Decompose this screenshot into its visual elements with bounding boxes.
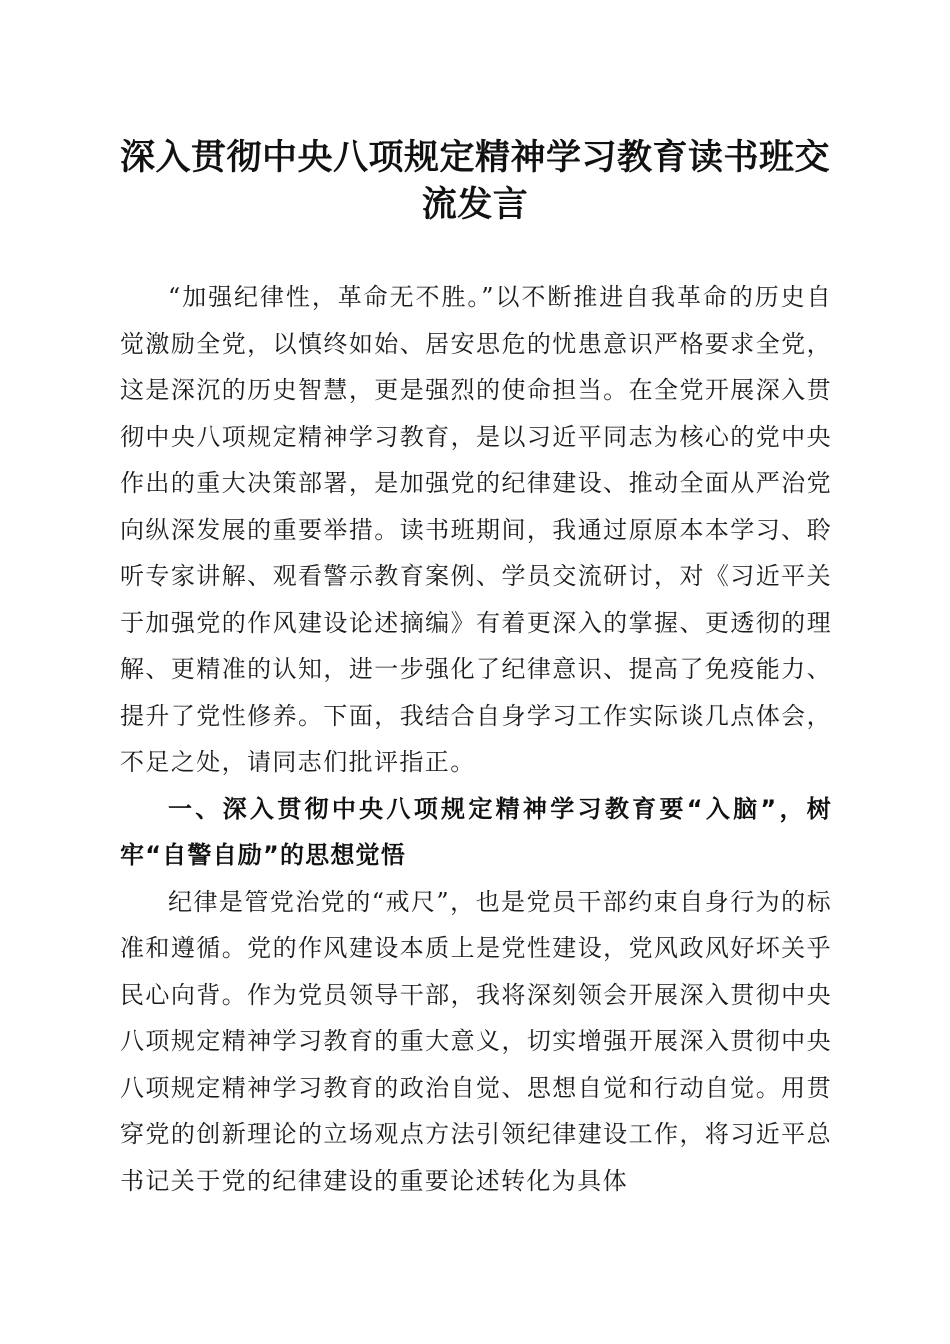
intro-paragraph: “加强纪律性，革命无不胜。”以不断推进自我革命的历史自觉激励全党，以慎终如始、居安思危的忧患意识严格要求全党，这是深沉的历史智慧，更是强烈的使命担当。在全党开展深入贯彻中央八项规定精神学习教育，是以习近平同志为核心的党中央作出的重大决策部署，是加强党的纪律建设、推动全面从严治党向纵深发展的重要举措。读书班期间，我通过原原本本学习、聆听专家讲解、观看警示教育案例、学员交流研讨，对《习近平关于加强党的作风建设论述摘编》有着更深入的掌握、更透彻的理解、更精准的认知，进一步强化了纪律意识、提高了免疫能力、提升了党性修养。下面，我结合自身学习工作实际谈几点体会，不足之处，请同志们批评指正。 [120, 283, 832, 776]
document-title: 深入贯彻中央八项规定精神学习教育读书班交流发言 [119, 137, 830, 225]
document-body [120, 274, 832, 1204]
section-1-heading: 一、深入贯彻中央八项规定精神学习教育要“入脑”，树牢“自警自励”的思想觉悟 [120, 794, 832, 869]
section-1-paragraph: 纪律是管党治党的“戒尺”，也是党员干部约束自身行为的标准和遵循。党的作风建设本质上是党性建设，党风政风好坏关乎民心向背。作为党员领导干部，我将深刻领会开展深入贯彻中央八项规定精神学习教育的重大意义，切实增强开展深入贯彻中央八项规定精神学习教育的政治自觉、思想自觉和行动自觉。用贯穿党的创新理论的立场观点方法引领纪律建设工作，将习近平总书记关于党的纪律建设的重要论述转化为具体 [120, 887, 832, 1195]
